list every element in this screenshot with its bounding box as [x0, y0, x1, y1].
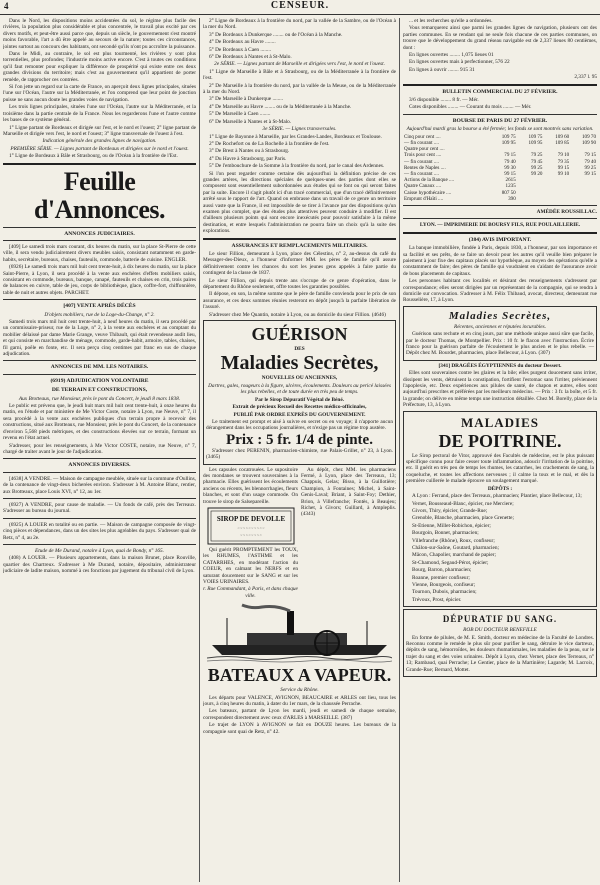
bourse-label: — fin courant ....: [404, 158, 439, 165]
bourse-value: 2615: [505, 177, 516, 184]
bourse-note: Aujourd'hui mardi gras la bourse a été fermée; les fonds se sont montrés sans variation.: [406, 126, 594, 133]
announcement: Samedi trois mars mil huit cent trente-huit, à neuf heures du matin, il sera procédé par un commissaire-priseur, rue de la Loge, n° 2, à la vente aux enchères et au comptant du mobilier délaissé par dame Marie Grange, veuve Thibault, qui était revendeuse audit lieu, et qui consiste en marchandise de ménage, commode, garde-habit, armoire, tables, chaises, fil garni, poêle en fonte, etc. Il sera perçu cinq centimes par franc en sus de chaque adjudication.: [3, 319, 196, 358]
stat-line: En lignes ouvertes mais à perfectionner, 576 22: [409, 59, 510, 66]
masthead: [0, 0, 600, 15]
divider: [403, 205, 597, 206]
bourse-value: 99 20: [531, 170, 543, 177]
article-paragraph: ... et les recherches qu'elle a ordonnées.: [409, 18, 493, 24]
guerison-sub2: NOUVELLES OU ANCIENNES,: [261, 375, 338, 382]
bourse-value: 79 40: [584, 158, 596, 165]
article-paragraph: Si l'on jette un regard sur la carte de France, on aperçoit deux lignes principales, situées l'une sur l'Océan, l'autre sur la Méditerranée, et l'on comprend que leur point de jonction puisse ne sans aucun doute les grandes voies de navigation.: [3, 84, 196, 103]
adjudication-title: DE TERRAIN ET CONSTRUCTIONS,: [51, 387, 148, 394]
svg-text:~ ~ ~ ~ ~ ~ ~ ~: ~ ~ ~ ~ ~ ~ ~ ~: [239, 532, 262, 537]
depuratif-title: DÉPURATIF DU SANG.: [442, 614, 558, 625]
poitrine-text: Le Sirop pectoral de Vitor, approuvé des Facultés de médecine, est le plus puissant spécifique connu pour faire cesser toute inflammation, adoucir l'irritation de la poitrine, etc. Il guérit en très peu de temps les rhumes, les catarrhes, les crachements de sang, la coqueluche, et toutes les affections nerveuses ; il calme la toux et le mal, et dès la première cuillerée le malade éprouve un soulagement marqué.: [406, 452, 594, 485]
newspaper-title: CENSEUR.: [270, 0, 330, 11]
article-paragraph: Dans le Nord, les dispositions moins accidentées du sol, le régime plus facile des rivières, la population plus considérable et plus concentrée, le travail plus excité par ces divers motifs, et peut-être aussi parce que, depuis un siècle, le gouvernement s'est montré moins favorable, l'art a dû être appelé au secours de la nature; toutes ces circonstances, jointes surtout au concours des habitants, ont secondé qu'ils n'ont pu accroître la puissance.: [3, 18, 196, 50]
bateaux-subtitle: Service du Rhône.: [280, 687, 319, 694]
section-heading-diverses: ANNONCES DIVERSES.: [68, 462, 131, 469]
printer-line: LYON. — IMPRIMERIE DE BOURSY FILS, RUE POULAILLERIE.: [419, 222, 581, 229]
pharmacy-text: Les capsules cocatrouées. Le supositoire des mondanes se trouvent souveraines à la pharmacie. Elles guérissent les écoulements anciens ou récents, les blennorrhagies, fleurs blanches, et sont d'un usage commode. On trouve le sirop de Salsepareille.: [203, 466, 298, 505]
guerison-title: GUÉRISON: [251, 324, 348, 345]
divider: [3, 498, 196, 499]
stat-total: 2,337 l. 95: [574, 74, 597, 81]
navigation-line: 2° De Rochefort ou de La Rochelle à la frontière de l'est.: [209, 140, 330, 147]
feuille-annonces-title: Feuille d'Annonces.: [33, 166, 166, 224]
page-number: 4: [4, 1, 9, 11]
bourse-value: 79 40: [504, 158, 516, 165]
depot-line: Châlon-sur-Saône, Goutard, pharmacien;: [412, 544, 499, 551]
bourse-value: 99 15: [557, 164, 570, 171]
announcement: Le sieur Fillion, demeurant à Lyon, place des Célestins, n° 2, au-dessus du café du Messager-des-Dieux, a l'honneur d'informer MM. les pères de famille qu'il assure définitivement contre les chances du sort les jeunes gens appelés à faire partie du contingent de la classe de 1837.: [203, 251, 396, 277]
bourse-value: 109 95: [501, 139, 516, 146]
announcement: Le public est prévenu que, le jeudi huit mars mil huit cent trente-huit, à onze heures du matin, en l'étude et par ministère de Me Victor Coste, notaire à Lyon, rue Neuve, n° 7, il sera procédé à la vente aux enchères publiques d'un terrain propre à recevoir des constructions, situé aux Brotteaux, rue Monsieur, près le pont du Concert, de la contenance d'environ 5,568 pieds métriques, et des constructions élevées sur ce terrain, formant un revenu en l'état actuel.: [3, 403, 196, 442]
guerison-line: Extrait de précieux Recueil des Recettes médico-officinales,: [232, 404, 367, 411]
depot-line: Villefranche (Rhône), Roux, confiseur;: [412, 537, 495, 544]
bourse-label: Cinq pour cent ....: [404, 133, 441, 140]
poitrine-advert: [403, 411, 597, 608]
guerison-line: PUBLIÉ PAR ORDRE EXPRÈS DU GOUVERNEMENT.: [233, 411, 366, 418]
poitrine-title-1: MALADIES: [460, 414, 540, 430]
navigation-line: 3° De Bordeaux à Dunkerque ........ ou de l'Océan à la Manche.: [209, 31, 343, 38]
depot-line: Roanne, premier confiseur;: [412, 574, 470, 581]
navigation-line: 5° De l'embouchure de la Somme à la frontière du nord, par le canal des Ardennes.: [209, 163, 385, 170]
divider: [3, 360, 196, 361]
navigation-series: PREMIÈRE SÉRIE. — Lignes partant de Bordeaux et dirigées sur le nord et l'ouest.: [10, 145, 189, 152]
bourse-value: 807 50: [501, 189, 516, 196]
bourse-label: Quatre Canaux ....: [404, 183, 442, 190]
depot-line: St-Etienne, Millet-Robichon, épicier;: [412, 522, 491, 529]
bourse-value: [570, 196, 597, 202]
divider: [3, 544, 196, 545]
depot-line: Mâcon, Chapolier, marchand de papier;: [412, 552, 496, 559]
stat-line: En lignes ouvertes ........ 1,075 lieues 01: [409, 52, 494, 59]
column-2: [203, 18, 396, 882]
navigation-line: 4° De Marseille au Havre ........ ou de la Méditerranée à la Manche.: [209, 103, 352, 110]
bourse-label: Quatre pour cent ....: [404, 146, 445, 153]
pharmacy-adverts: [203, 467, 396, 601]
divider: [403, 232, 597, 234]
announcement: (6926) Le samedi trois mars mil huit cent trente-huit, à dix heures du matin, sur la place Saint-Pierre, à Lyon, il sera procédé à la vente aux enchères d'effets mobiliers saisis, consistant en commode, bureaux, banque, canapé, fauteuils et chaises en crin, trois paires de balances en cuivre, table de jeu, corps de bibliothèque, glace, coffre-fort, chiffonnière, table de nuit et autres objets. PARCHET.: [3, 264, 196, 296]
navigation-line: 6° De Bordeaux à Nantes et à St-Malo.: [209, 54, 292, 61]
bourse-value: 99 10: [557, 170, 570, 177]
announcement: La banque immobilière, fondée à Paris, depuis 1830, a l'honneur, par son importance et sa facilité et ses prêts, de se faire un devoir pour les autres qu'il veuille bien préparer le paiement à jour fixe des capitaux placés sur hypothèque, au moyen des opérations qu'elle a constamment de faire; des pères de famille qui voudraient en s'aidant de l'assurance avoir de bons placements de capitaux.: [403, 245, 597, 277]
adjudication-subtitle: Aux Brotteaux, rue Monsieur, près le pont du Concert, le jeudi 8 mars 1838.: [18, 395, 181, 402]
guerison-des: DES: [294, 346, 305, 353]
navigation-line: 4° De Bordeaux au Havre ........: [209, 39, 276, 46]
depot-line: Grenoble, Blanche, pharmacien, place Grenette;: [412, 515, 514, 522]
bourse-value: 79 25: [531, 152, 543, 159]
bourse-label: Emprunt d'Haïti ....: [404, 195, 444, 202]
bulletin-title: BULLETIN COMMERCIAL DU 27 FÉVRIER.: [442, 88, 558, 95]
navigation-line: 1° Ligne de Bordeaux à Bâle et Strasbourg, ou de l'Océan à la frontière de l'Est.: [9, 153, 178, 160]
divider: [3, 163, 196, 165]
announcement: [4638] A VENDRE. — Maison de campagne meublée, située sur la commune d'Oullins, de la contenance de vingt-deux bicherées environ. S'adresser à M. Antoine Blanc, rentier, aux Brotteaux, place Louis XVI, n° 12, au 1er.: [3, 475, 196, 495]
navigation-series: 2e SÉRIE. — Lignes partant de Marseille et dirigées vers l'est, le nord et l'ouest.: [214, 61, 385, 68]
steamboat-illustration: [207, 603, 392, 663]
depot-line: Givors, Thiry, épicier, Grande-Rue;: [412, 507, 488, 514]
divider: [3, 458, 196, 459]
article-paragraph: Les trois lignes principales, situées l'une sur l'Océan, l'autre sur la Méditerranée, et la troisième dans la partie centrale de la France. Nous les regarderons l'une et l'autre comme les bases de ce système général.: [3, 104, 196, 124]
bourse-value: 99 15: [504, 170, 516, 177]
bourse-value: 79 10: [557, 152, 570, 159]
maladies-secretes-advert: [403, 306, 597, 361]
column-3: [403, 18, 597, 882]
navigation-series: 3e SÉRIE. — Lignes transversales.: [262, 126, 337, 133]
bourse-label: — fin courant ....: [404, 139, 439, 146]
depot-line: Bourg, Barron, pharmacien;: [412, 567, 472, 574]
navigation-line: 1° Ligne de Marseille à Bâle et à Strasbourg, ou de la Méditerranée à la frontière de l'est.: [203, 68, 396, 82]
dragees-text: Elles sont souveraines contre les glaires et la bile; elles purgent doucement sans irriter, dissipent les vents, détruisent la constipation, fortifient l'estomac sans l'irriter, préviennent l'apoplexie, etc. Deux expériences aux pilules de santé, de chapon et autres, elles sont aujourd'hui prescrites et préférées par les meilleurs médecins. — Prix : 3 fr. la boîte, et 5 fr. la grande; on délivre en même temps une instruction détaillée. Chez M. Borelly, place de la Préfecture, 13, à Lyon.: [403, 370, 597, 409]
depot-line: St-Chamond, Segaud-Pérot, épicier;: [412, 559, 489, 566]
bourse-value: 79 15: [504, 152, 516, 159]
bourse-label: Trois pour cent ....: [404, 152, 442, 159]
bourse-value: [543, 196, 570, 202]
bourse-label: — fin courant ....: [404, 170, 439, 177]
depuratif-text: En forme de pilules, de M. E. Smith, docteur en médecine de la Faculté de Londres. Reconnu comme le remède le plus sûr pour purifier le sang, détruire le vice dartreux, dépôts de sang, hémorroïdes, les douleurs rhumatismales, les maladies de la peau, sur le trajet du sang et des voies urinaires. Dépôt à Lyon, chez Vernet, place des Terreaux, n° 13; Rambaud, quai Perrache; Le Gentier, place de la Martinière; Lagarde; M. Lacroix, Grande-Rue; Bernard, Mottet.: [406, 634, 594, 673]
guerison-address: S'adresser chez PERENIN, pharmacien-chimiste, rue Palais-Grillet, n° 23, à Lyon. (3465): [206, 447, 393, 461]
navigation-line: 5° De Marseille à Caen ........: [209, 111, 271, 118]
bourse-value: 99 25: [584, 164, 596, 171]
navigation-line: 1° Ligne de Bayonne à Marseille, par les Grandes-Landes, Bordeaux et Toulouse.: [209, 133, 382, 140]
svg-text:~ ~ ~ ~ ~ ~ ~ ~ ~ ~: ~ ~ ~ ~ ~ ~ ~ ~ ~ ~: [237, 525, 264, 530]
bourse-row: [403, 196, 597, 202]
bourse-value: 79 45: [531, 158, 543, 165]
sirop-seal-image: [207, 507, 295, 545]
maladies-secretes-text: Guérison sans rechute et en cinq jours, par une méthode unique aussi sûre que facile, par le docteur Thomas, de Montpellier. Prix : 10 fr. le flacon avec l'instruction. Écrire franco pour la guérison parfaite de l'écoulement le plus ancien et le plus rebelle. — Dépôt chez M. Bourdet, pharmacien, place Bellecour, à Lyon. (307): [406, 331, 594, 357]
pharmacy-left: [203, 467, 298, 601]
divider: [403, 114, 597, 115]
depot-line: Vienne, Bourgeois, confiseur;: [412, 581, 476, 588]
bourse-value: 99 15: [584, 170, 596, 177]
announcement: [409] Le samedi trois mars courant, dix heures du matin, sur la place St-Pierre de cette ville, il sera vendu judiciairement divers meubles saisis, consistant notamment en garde-habits, secrétaire, bureaux, chaises, fauteuils, commode, batterie de cuisine. ENGLER.: [3, 243, 196, 263]
announcement: (6925) A LOUER en totalité ou en partie. — Maison de campagne composée de vingt-cinq pièces et dépendances, dans un des sites les plus agréables du pays. S'adresser quai de Retz, n° 4, au 2e.: [3, 521, 196, 541]
poitrine-title-2: DE POITRINE.: [438, 430, 562, 451]
divider: [403, 84, 597, 86]
etude-heading: Etude de Me Durand, notaire à Lyon, quai de Bondy, n° 165.: [34, 547, 165, 554]
navigation-line: 6° De Marseille à Nantes et à St-Malo.: [209, 118, 292, 125]
bateaux-text: Les départs pour VALENCE, AVIGNON, BEAUCAIRE et ARLES ont lieu, tous les jours, à cinq heures du matin, à dater du 1er mars, de la chaussée Perrache.: [203, 694, 396, 708]
divider: [3, 374, 196, 375]
announcement: Le sieur Fillion, qui depuis trente ans s'occupe de ce genre d'opération, dans le département du Rhône seulement, offre toutes les garanties possibles.: [203, 277, 396, 291]
stat-line: En lignes à ouvrir ........ 915 31: [409, 66, 475, 73]
bourse-value: 109 75: [528, 133, 543, 140]
column-1: [3, 18, 196, 882]
editor-name: AMÉDÉE ROUSSILLAC.: [536, 208, 597, 215]
navigation-note: Indication générale des grandes lignes de navigation.: [42, 138, 157, 145]
maladies-secretes-sub: Récentes, anciennes et réputées incurables.: [453, 323, 547, 330]
bulletin-line: Cotes disponibles ........ — Courant du mois ........ — Mér.: [409, 104, 532, 111]
navigation-line: 2° Ligne de Bordeaux à la frontière du nord, par la vallée de la Sambre, ou de l'Océan à la mer du Nord.: [203, 18, 396, 31]
bourse-value: 79 35: [557, 158, 570, 165]
announcement: (6927) A VENDRE, pour cause de maladie. — Un fonds de café, près des Terreaux. S'adresser au bureau du journal.: [3, 501, 196, 515]
guerison-line: Par le Sirop Dépuratif Végétal de Béné.: [254, 396, 344, 403]
bourse-value: 109 85: [555, 139, 570, 146]
divider: [3, 518, 196, 519]
guerison-subtitle: Maladies Secrètes,: [220, 352, 379, 375]
bourse-value: 390: [508, 195, 516, 202]
divider: [3, 240, 196, 241]
adjudication-heading: (6919) ADJUDICATION VOLONTAIRE: [50, 377, 149, 384]
depot-line: Bourgoin, Bonnet, pharmacien;: [412, 530, 479, 537]
maladies-secretes-title: Maladies Secrètes,: [448, 309, 552, 322]
article-paragraph: Si l'on peut regarder comme certaine dès aujourd'hui la définition précise de ces grandes artères, les directions spéciales de quelques-unes des parties dont elles se composent sont essentiellement subordonnées aux études qui se font ou qui seront faites par la suite. Encore il s'agit plutôt ici d'un tracé commercial, que d'un tracé définitivement arrêté sous le rapport de l'art. Quand on embrasse dans un travail de ce genre un territoire aussi vaste que la France, il est impossible de se tirer à l'avance par des dispositions qu'un examen plus complet, que des études plus attentives peuvent conduire à modifier. Il est d'ailleurs plusieurs points qui sont encore inexécutés pour pouvoir satisfaire à la même destination, et entre lesquels l'administration ne pourra faire un choix qu'à la suite des explorations.: [203, 170, 396, 235]
bourse-value: 99 30: [504, 164, 516, 171]
depot-line: Tournon, Dubois, pharmacien;: [412, 589, 477, 596]
announcement: Les personnes habitant ces localités et désirant des renseignements s'adressent par correspondance; elles seront dirigées par un représentant de la compagnie, qui se rendra à domicile sur convocation. S'adresser à M. Félix Thibaud, avocat, directeur, demeurant rue Rousselière, 17, à Lyon.: [403, 278, 597, 304]
sirop-text: Qui guérit PROMPTEMENT les TOUX, les RHUMES, l'ASTHME et les CATARRHES, en modérant l'action du COEUR, en calmant les NERFS et en saturant doucement sur le SANG et sur les VOIES URINAIRES.: [203, 546, 298, 585]
navigation-line: 5° De Bordeaux à Caen ........: [209, 46, 271, 53]
announcement: S'adresser chez Me Quantin, notaire à Lyon, ou au domicile du sieur Fillion. (4646): [209, 311, 386, 318]
pharmacy-text: Au dépôt, chez MM. les pharmaciens Fermé, à Lyon, place des Terreaux, 13; Chappuis, Gelas; Bisso, à la Guillotière; Champion, à Fontaines; Michel, à Saint-Genis-Laval; Briant, à Saint-Foy; Dethier, Brion, à Villefranche; Fontès, à Beaujeu; Richet, à Givors; Guillard, à Ampleplis. (4343): [301, 466, 396, 518]
navigation-line: 4° Du Havre à Strasbourg, par Paris.: [209, 155, 287, 162]
announcement: S'adresser, pour les renseignements, à Me Victor COSTE, notaire, rue Neuve, n° 7, chargé de traiter avant le jour de l'adjudication.: [3, 442, 196, 455]
bateaux-text: Les bateaux, partant de Lyon les mardi, jeudi et samedi de chaque semaine, correspondent directement avec ceux d'ARLES à MARSEILLE. (387): [203, 708, 396, 721]
bourse-value: 109 70: [581, 133, 596, 140]
bulletin-line: 3/6 disponible ........ 8 fr. — Mér.: [409, 97, 479, 104]
sirop-title: SIROP DE DEVOLLE: [216, 514, 285, 523]
article-paragraph: 1° Ligne partant de Bordeaux et dirigée sur l'est, et le nord et l'ouest; 2° ligne partant de Marseille et dirigée vers l'est, le nord et l'ouest; 3° ligne transversale de l'ouest à l'est.: [3, 124, 196, 137]
announcement: (408) A LOUER. — Plusieurs appartements, dans la maison Brunet, place Rouville, quartier des Chartreux. S'adresser à Me Durand, notaire, dépositaire, administrateur judiciaire de ladite maison, nommé à ces fonctions par jugement du tribunal civil de Lyon.: [3, 555, 196, 575]
bourse-value: 99 25: [531, 164, 543, 171]
depot-line: A Lyon : Ferrand, place des Terreaux, pharmacien; Plantier, place Bellecour, 13;: [412, 493, 582, 500]
divider: [3, 227, 196, 228]
bourse-label: Rentes de Naples ....: [404, 164, 446, 171]
vente-subheading: D'objets mobiliers, rue de la Loge-du-Change, n° 2.: [44, 311, 155, 318]
divider: [203, 238, 396, 240]
sirop-address: r. Rue Commandant, à Paris, et dans chaque ville.: [203, 586, 298, 599]
column-divider: [199, 18, 200, 882]
bourse-value: [517, 196, 544, 202]
guerison-line: Dartres, gales, rougeurs à la figure, ulcères, écoulements. Douleurs au pericé laissées les plus rebelles, et de toute durée en très peu de temps.: [208, 382, 391, 396]
vente-heading: [407] VENTE APRÈS DÉCÈS: [63, 303, 136, 310]
column-divider: [399, 18, 400, 882]
bateaux-text: Le trajet de LYON à AVIGNON se fait en DOUZE heures. Les bureaux de la compagnie sont quai de Retz, n° 42.: [203, 722, 396, 735]
divider: [3, 299, 196, 300]
navigation-line: 3° De Brest à Nantes ou à Strasbourg.: [209, 148, 290, 155]
depot-line: Vernet, Bousseaud-Blanc, épicier, rue Merciere;: [412, 500, 514, 507]
avis-heading: (384) AVIS IMPORTANT.: [468, 236, 532, 243]
bourse-table: [403, 134, 597, 202]
bourse-value: 79 15: [584, 152, 596, 159]
bourse-label: Actions de la Banque ....: [404, 177, 455, 184]
section-heading-judiciaires: ANNONCES JUDICIAIRES.: [64, 230, 135, 237]
bourse-value: 109 60: [555, 133, 570, 140]
depuratif-advert: [403, 609, 597, 677]
depot-line: Trévoux, Prost, épicier.: [412, 596, 462, 603]
guerison-line: Le traitement est prompt et aisé à suivre en secret ou en voyage; il n'apporte aucun dérangement dans les occupations journalières, et n'exige pas un régime trop austère.: [206, 418, 393, 432]
article-paragraph: Vous remarquerez ainsi que parmi les grandes lignes de navigation, plusieurs ont des parties communes. En se rendant qui ne seule fois chacune de ces parties communes, on trouve que le développement du grand réseau navigable est de 2,337 lieues 80 centièmes, dont :: [403, 25, 597, 51]
guerison-advert: [203, 320, 396, 464]
assurances-heading: ASSURANCES ET REMPLACEMENTS MILITAIRES.: [231, 242, 368, 249]
depuratif-subtitle: ROB DU DOCTEUR BENEFILLE: [463, 627, 537, 634]
dragees-heading: [341] DRAGÉES ÉGYPTIENNES du docteur Dessert.: [438, 362, 562, 369]
bourse-value: 1235: [505, 183, 516, 190]
guerison-price: Prix : 5 fr. 1/4 de pinte.: [226, 431, 373, 448]
bourse-value: 109 90: [581, 139, 596, 146]
navigation-line: 2° De Marseille à la frontière du nord, par la vallée de la Meuse, ou de la Méditerranée à la mer du Nord.: [203, 82, 396, 96]
bourse-value: 109 75: [501, 133, 516, 140]
bourse-title: BOURSE DE PARIS DU 27 FÉVRIER.: [452, 117, 548, 124]
divider: [403, 218, 597, 219]
announcement: Il dépose, en son, la même somme que le père de famille convienda pour le prix de son assurance, et ces deux sommes réunies resteront en dépôt jusqu'à la parfaite libération de l'assuré.: [203, 291, 396, 311]
bateaux-title: BATEAUX A VAPEUR.: [207, 665, 392, 686]
divider: [3, 472, 196, 473]
section-heading-notaires: ANNONCES DE MM. LES NOTAIRES.: [50, 364, 149, 371]
poitrine-depots-title: DÉPÔTS :: [487, 485, 513, 492]
bourse-label: Caisse hypothécaire ....: [404, 189, 452, 196]
navigation-line: 3° De Marseille à Dunkerque ........: [209, 96, 284, 103]
article-paragraph: Dans le Midi, au contraire, le sol est plus tourmenté, les rivières y sont plus torrentielles, plus profondes; l'industrie moins active encore. C'est à toutes ces conditions qu'il faut remonter pour expliquer la différence de prospérité qui existe entre ces deux grandes divisions du territoire; mais c'est au gouvernement qu'il appartient de porter remède, de rapprocher ces contrées.: [3, 51, 196, 83]
pharmacy-right: [301, 467, 396, 601]
bourse-value: 109 95: [528, 139, 543, 146]
